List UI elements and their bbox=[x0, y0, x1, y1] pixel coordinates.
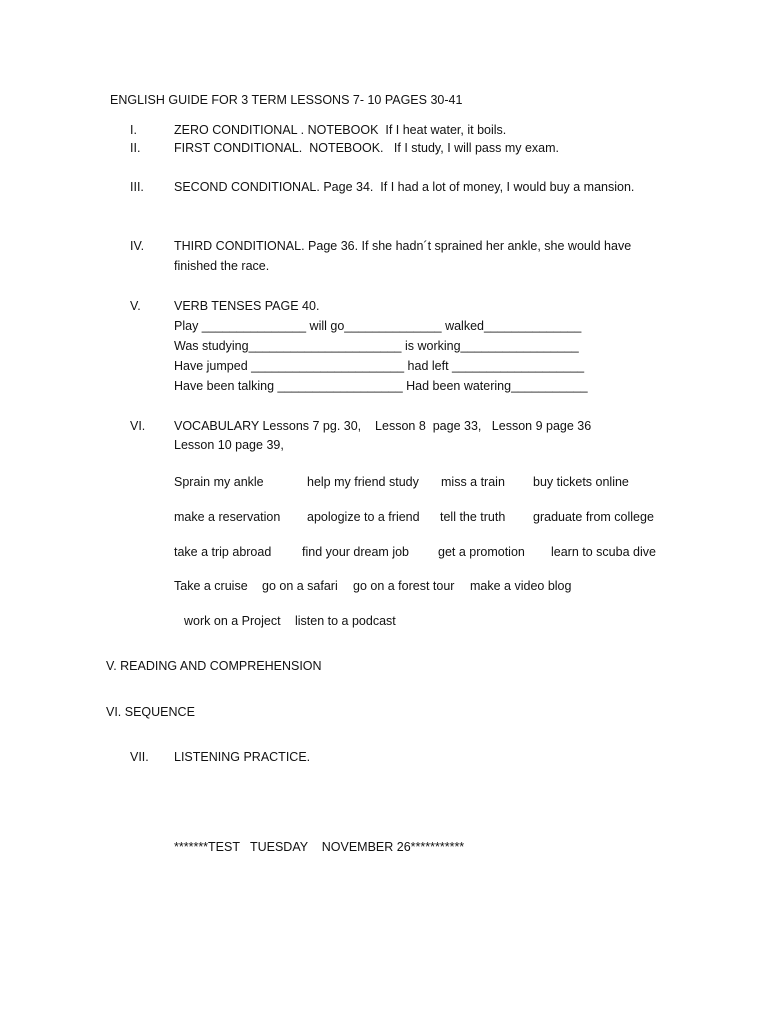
vocabulary-phrase: learn to scuba dive bbox=[551, 545, 656, 559]
vocabulary-phrase: Take a cruise bbox=[174, 579, 248, 593]
verb-tenses-line: Was studying______________________ is working_________________ bbox=[174, 339, 579, 353]
listening-practice: LISTENING PRACTICE. bbox=[174, 750, 311, 764]
item-text-second-conditional: SECOND CONDITIONAL. Page 34. If I had a lot of money, I would buy a mansion. bbox=[174, 180, 635, 194]
vocabulary-phrase: tell the truth bbox=[440, 510, 506, 524]
item-number-6: VI. bbox=[130, 419, 146, 433]
vocabulary-phrase: Sprain my ankle bbox=[174, 475, 264, 489]
document-title: ENGLISH GUIDE FOR 3 TERM LESSONS 7- 10 PAGES 30-41 bbox=[110, 93, 463, 107]
item-text-first-conditional: FIRST CONDITIONAL. NOTEBOOK. If I study, I will pass my exam. bbox=[174, 141, 560, 155]
vocabulary-phrase: make a reservation bbox=[174, 510, 281, 524]
item-text-third-conditional: THIRD CONDITIONAL. Page 36. If she hadn´t sprained her ankle, she would have bbox=[174, 239, 632, 253]
vocabulary-phrase: go on a safari bbox=[262, 579, 338, 593]
item-number-1: I. bbox=[130, 123, 137, 137]
vocabulary-phrase: buy tickets online bbox=[533, 475, 629, 489]
vocabulary-phrase: make a video blog bbox=[470, 579, 572, 593]
verb-tenses-heading: VERB TENSES PAGE 40. bbox=[174, 299, 320, 313]
vocabulary-phrase: listen to a podcast bbox=[295, 614, 396, 628]
item-number-7: VII. bbox=[130, 750, 149, 764]
item-text-third-conditional-cont: finished the race. bbox=[174, 259, 270, 273]
vocabulary-phrase: go on a forest tour bbox=[353, 579, 455, 593]
vocabulary-heading: VOCABULARY Lessons 7 pg. 30, Lesson 8 page 33, Lesson 9 page 36 bbox=[174, 419, 592, 433]
test-date-line: *******TEST TUESDAY NOVEMBER 26*********** bbox=[174, 840, 465, 854]
vocabulary-phrase: apologize to a friend bbox=[307, 510, 420, 524]
vocabulary-phrase: graduate from college bbox=[533, 510, 654, 524]
verb-tenses-line: Have jumped ______________________ had left ___________________ bbox=[174, 359, 585, 373]
section-reading-comprehension: V. READING AND COMPREHENSION bbox=[106, 659, 322, 673]
item-number-3: III. bbox=[130, 180, 144, 194]
vocabulary-phrase: find your dream job bbox=[302, 545, 410, 559]
item-text-zero-conditional: ZERO CONDITIONAL . NOTEBOOK If I heat water, it boils. bbox=[174, 123, 507, 137]
verb-tenses-line: Have been talking __________________ Had been watering___________ bbox=[174, 379, 588, 393]
vocabulary-phrase: miss a train bbox=[441, 475, 505, 489]
item-number-2: II. bbox=[130, 141, 141, 155]
vocabulary-heading-cont: Lesson 10 page 39, bbox=[174, 438, 284, 452]
vocabulary-phrase: work on a Project bbox=[184, 614, 281, 628]
vocabulary-phrase: get a promotion bbox=[438, 545, 525, 559]
vocabulary-phrase: take a trip abroad bbox=[174, 545, 272, 559]
vocabulary-phrase: help my friend study bbox=[307, 475, 419, 489]
section-sequence: VI. SEQUENCE bbox=[106, 705, 195, 719]
verb-tenses-line: Play _______________ will go______________ walked______________ bbox=[174, 319, 582, 333]
item-number-4: IV. bbox=[130, 239, 145, 253]
item-number-5: V. bbox=[130, 299, 141, 313]
